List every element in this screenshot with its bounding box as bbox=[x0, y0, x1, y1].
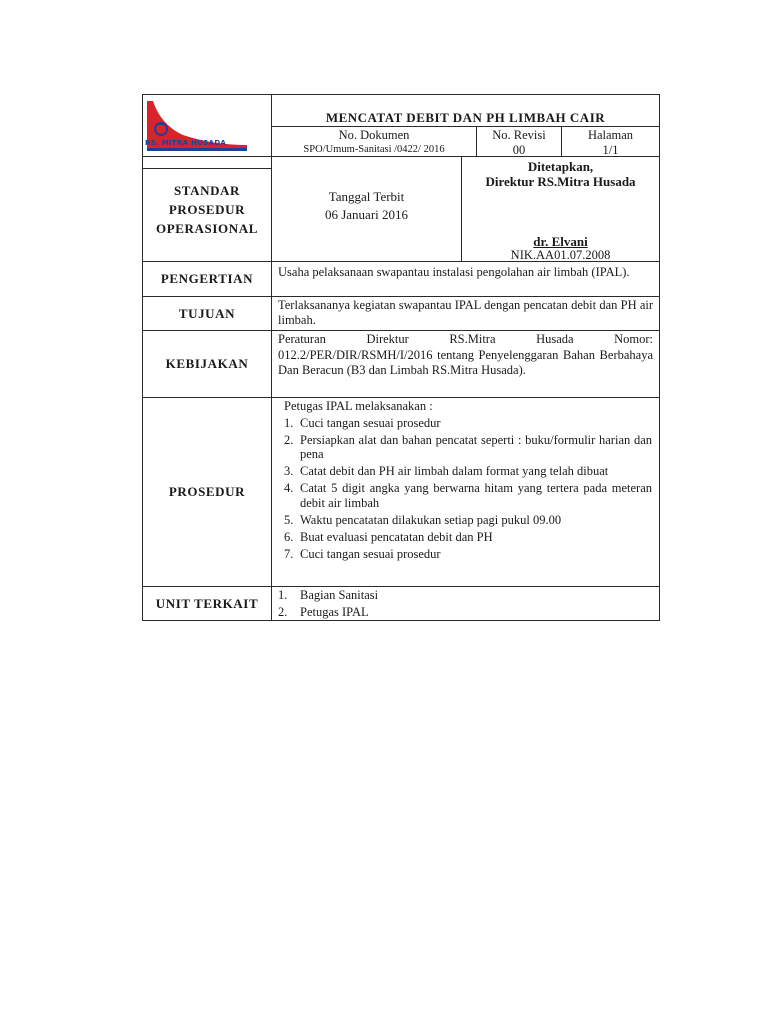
signer-nik: NIK.AA01.07.2008 bbox=[510, 248, 611, 262]
prosedur-step bbox=[284, 481, 652, 510]
kebijakan-text-cell bbox=[271, 330, 660, 398]
unit-item-number: 1. bbox=[278, 588, 288, 602]
prosedur-steps bbox=[284, 416, 652, 562]
prosedur-step-text: Catat 5 digit angka yang berwarna hitam yang tertera pada meteran debit air limbah bbox=[300, 481, 652, 510]
revision-label: No. Revisi bbox=[492, 128, 546, 142]
issue-date-value: 06 Januari 2016 bbox=[324, 207, 409, 222]
prosedur-text-cell bbox=[271, 397, 660, 587]
prosedur-step-number: 2. bbox=[284, 432, 294, 447]
prosedur-label-cell bbox=[142, 397, 272, 587]
page-value: 1/1 bbox=[602, 142, 619, 157]
document-title: MENCATAT DEBIT DAN PH LIMBAH CAIR bbox=[325, 110, 606, 125]
logo-text: RS. MITRA HUSADA bbox=[145, 139, 227, 147]
prosedur-step bbox=[284, 433, 652, 462]
approved-label: Ditetapkan, bbox=[527, 159, 594, 174]
unit-item-text: Bagian Sanitasi bbox=[300, 588, 379, 602]
tujuan-label-cell bbox=[142, 296, 272, 331]
approval-cell bbox=[461, 156, 660, 262]
prosedur-step-text: Persiapkan alat dan bahan pencatat seperti : buku/formulir harian dan pena bbox=[300, 432, 652, 462]
unit-item bbox=[278, 605, 653, 620]
spo-label-line1: STANDAR bbox=[173, 182, 241, 198]
pengertian-label: PENGERTIAN bbox=[160, 271, 254, 286]
unit-item-text: Petugas IPAL bbox=[300, 604, 369, 619]
revision-cell bbox=[476, 126, 562, 157]
signer-name: dr. Elvani bbox=[533, 234, 588, 249]
prosedur-step-number: 7. bbox=[284, 547, 294, 562]
prosedur-step-number: 3. bbox=[284, 464, 294, 479]
kebijakan-text: Peraturan Direktur RS.Mitra Husada Nomor: 012.2/PER/DIR/RSMH/I/2016 tentang Penyelenggaran Bahan Berbahaya Dan Beracun (B3 dan Limbah RS.Mitra Husada). bbox=[278, 332, 653, 377]
prosedur-step bbox=[284, 547, 652, 562]
prosedur-step-text: Catat debit dan PH air limbah dalam format yang telah dibuat bbox=[300, 464, 609, 479]
issue-date-label: Tanggal Terbit bbox=[328, 189, 405, 204]
unit-terkait-text-cell bbox=[271, 586, 660, 621]
prosedur-step bbox=[284, 530, 652, 545]
prosedur-step-text: Cuci tangan sesuai prosedur bbox=[300, 547, 441, 562]
title-cell bbox=[271, 94, 660, 127]
spo-label-line3: OPERASIONAL bbox=[156, 220, 258, 236]
unit-terkait-label-cell bbox=[142, 586, 272, 621]
pengertian-label-cell bbox=[142, 261, 272, 297]
doc-number-value: SPO/Umum-Sanitasi /0422/ 2016 bbox=[303, 143, 445, 155]
prosedur-step-number: 5. bbox=[284, 512, 294, 527]
unit-terkait-label: UNIT TERKAIT bbox=[155, 595, 259, 611]
spo-label-line2: PROSEDUR bbox=[168, 201, 246, 217]
prosedur-step bbox=[284, 464, 652, 479]
page-cell bbox=[561, 126, 660, 157]
approved-by: Direktur RS.Mitra Husada bbox=[485, 174, 636, 189]
spo-label-cell bbox=[142, 156, 272, 262]
doc-number-label: No. Dokumen bbox=[338, 128, 410, 142]
unit-item bbox=[278, 588, 653, 603]
tujuan-label: TUJUAN bbox=[178, 305, 236, 321]
prosedur-step bbox=[284, 513, 652, 528]
unit-terkait-list bbox=[278, 588, 653, 619]
prosedur-step-number: 1. bbox=[284, 415, 294, 430]
tujuan-text-cell bbox=[271, 296, 660, 331]
page-label: Halaman bbox=[587, 128, 634, 142]
issue-date-cell bbox=[271, 156, 462, 262]
revision-value: 00 bbox=[512, 142, 526, 157]
pengertian-text: Usaha pelaksanaan swapantau instalasi pengolahan air limbah (IPAL). bbox=[278, 265, 630, 279]
prosedur-label: PROSEDUR bbox=[168, 484, 246, 499]
kebijakan-label-cell bbox=[142, 330, 272, 398]
doc-number-cell bbox=[271, 126, 477, 157]
prosedur-step-number: 6. bbox=[284, 529, 294, 544]
prosedur-step bbox=[284, 416, 652, 431]
tujuan-text: Terlaksananya kegiatan swapantau IPAL dengan pencatan debit dan PH air limbah. bbox=[278, 298, 653, 327]
prosedur-step-text: Cuci tangan sesuai prosedur bbox=[300, 415, 441, 430]
prosedur-step-text: Buat evaluasi pencatatan debit dan PH bbox=[300, 529, 493, 544]
prosedur-step-number: 4. bbox=[284, 481, 294, 496]
prosedur-step-text: Waktu pencatatan dilakukan setiap pagi pukul 09.00 bbox=[300, 512, 562, 527]
prosedur-intro: Petugas IPAL melaksanakan : bbox=[284, 399, 433, 413]
unit-item-number: 2. bbox=[278, 604, 288, 619]
kebijakan-label: KEBIJAKAN bbox=[165, 356, 249, 371]
pengertian-text-cell bbox=[271, 261, 660, 297]
